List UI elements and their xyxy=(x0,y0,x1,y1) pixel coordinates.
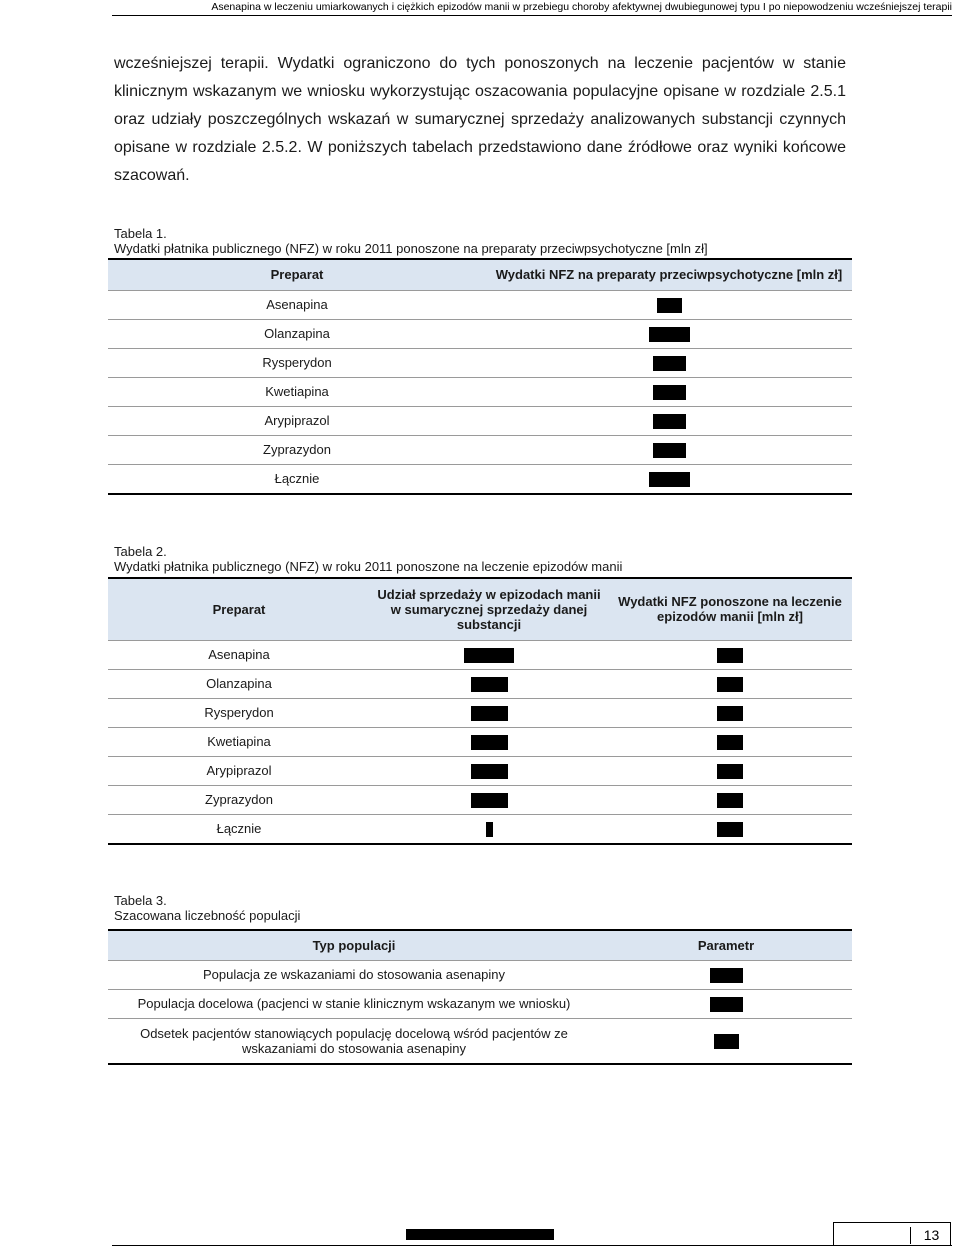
table2-value-cell xyxy=(608,727,852,756)
redacted-value xyxy=(717,648,743,663)
table-row xyxy=(108,960,852,989)
table2-value-cell xyxy=(608,698,852,727)
table-row xyxy=(108,464,852,494)
redacted-value xyxy=(714,1034,739,1049)
footer-rule xyxy=(112,1245,952,1246)
table1-value-cell xyxy=(486,406,852,435)
table3-population-type: Populacja docelowa (pacjenci w stanie klinicznym wskazanym we wniosku) xyxy=(108,989,600,1018)
table2-value-cell xyxy=(608,640,852,669)
table3-label: Tabela 3. xyxy=(114,893,167,908)
table-row xyxy=(108,989,852,1018)
table-row xyxy=(108,814,852,844)
redacted-value xyxy=(657,298,682,313)
table1-value-cell xyxy=(486,464,852,494)
table-row xyxy=(108,698,852,727)
table1-drug-name: Zyprazydon xyxy=(108,435,486,464)
redacted-value xyxy=(471,677,508,692)
table2-value-cell xyxy=(608,785,852,814)
table2-header-preparat: Preparat xyxy=(108,578,370,640)
redacted-value xyxy=(710,997,743,1012)
table3-value-cell xyxy=(600,1018,852,1064)
table2-drug-name: Rysperydon xyxy=(108,698,370,727)
table2-header-expenses: Wydatki NFZ ponoszone na leczenie epizodów manii [mln zł] xyxy=(608,578,852,640)
table-row xyxy=(108,1018,852,1064)
redacted-value xyxy=(653,356,686,371)
redacted-value xyxy=(710,968,743,983)
redacted-value xyxy=(717,764,743,779)
table2-share-cell xyxy=(370,727,608,756)
page-number: 13 xyxy=(910,1227,952,1244)
table1-drug-name: Asenapina xyxy=(108,290,486,319)
redacted-value xyxy=(717,735,743,750)
table2-value-cell xyxy=(608,756,852,785)
redacted-value xyxy=(653,385,686,400)
redacted-value xyxy=(649,472,690,487)
table2-share-cell xyxy=(370,756,608,785)
table2-value-cell xyxy=(608,669,852,698)
table1-label: Tabela 1. xyxy=(114,226,167,241)
table-row xyxy=(108,319,852,348)
table2-share-cell xyxy=(370,640,608,669)
table2-drug-name: Olanzapina xyxy=(108,669,370,698)
table2-share-cell xyxy=(370,669,608,698)
table1-value-cell xyxy=(486,377,852,406)
table-row xyxy=(108,727,852,756)
redacted-value xyxy=(717,822,743,837)
table3-title: Szacowana liczebność populacji xyxy=(114,908,301,923)
table-row xyxy=(108,377,852,406)
table1 xyxy=(108,258,852,495)
table1-value-cell xyxy=(486,435,852,464)
redacted-value xyxy=(464,648,514,663)
table3 xyxy=(108,929,852,1065)
table3-header-parameter: Parametr xyxy=(600,930,852,960)
table2-drug-name: Asenapina xyxy=(108,640,370,669)
table1-header-expenses: Wydatki NFZ na preparaty przeciwpsychotyczne [mln zł] xyxy=(486,259,852,290)
table3-population-type: Odsetek pacjentów stanowiących populację docelową wśród pacjentów ze wskazaniami do stosowania asenapiny xyxy=(108,1018,600,1064)
redacted-value xyxy=(717,677,743,692)
table1-drug-name: Łącznie xyxy=(108,464,486,494)
table-row xyxy=(108,435,852,464)
table-row xyxy=(108,669,852,698)
table-row xyxy=(108,756,852,785)
table2-header-share: Udział sprzedaży w epizodach manii w sumarycznej sprzedaży danej substancji xyxy=(370,578,608,640)
table2-title: Wydatki płatnika publicznego (NFZ) w roku 2011 ponoszone na leczenie epizodów manii xyxy=(114,559,623,574)
table1-drug-name: Rysperydon xyxy=(108,348,486,377)
redacted-value xyxy=(649,327,690,342)
table1-drug-name: Olanzapina xyxy=(108,319,486,348)
table2-caption xyxy=(114,544,622,574)
table-row xyxy=(108,290,852,319)
table2-share-cell xyxy=(370,785,608,814)
table2-share-cell xyxy=(370,814,608,844)
table2 xyxy=(108,577,852,845)
table3-caption xyxy=(114,893,300,923)
table3-value-cell xyxy=(600,960,852,989)
table-row xyxy=(108,785,852,814)
running-header: Asenapina w leczeniu umiarkowanych i ciężkich epizodów manii w przebiegu choroby afektywnej dwubiegunowej typu I po niepowodzeniu wcześniejszej terapii xyxy=(211,1,952,13)
redacted-value xyxy=(653,443,686,458)
table2-drug-name: Kwetiapina xyxy=(108,727,370,756)
redacted-value xyxy=(471,706,508,721)
table1-caption xyxy=(114,226,708,256)
table3-header-type: Typ populacji xyxy=(108,930,600,960)
table2-value-cell xyxy=(608,814,852,844)
header-rule xyxy=(112,15,952,16)
redacted-value xyxy=(717,793,743,808)
redacted-value xyxy=(653,414,686,429)
table2-drug-name: Łącznie xyxy=(108,814,370,844)
intro-paragraph: wcześniejszej terapii. Wydatki ograniczono do tych ponoszonych na leczenie pacjentów w stanie klinicznym wskazanym we wniosku wykorzystując oszacowania populacyjne opisane w rozdziale 2.5.1 oraz udziały poszczególnych wskazań w sumarycznej sprzedaży analizowanych substancji czynnych opisane w rozdziale 2.5.2. W poniższych tabelach przedstawiono dane źródłowe oraz wyniki końcowe szacowań. xyxy=(114,55,846,184)
table-row xyxy=(108,348,852,377)
footer-redaction-bar xyxy=(406,1229,554,1240)
table1-value-cell xyxy=(486,290,852,319)
table2-drug-name: Zyprazydon xyxy=(108,785,370,814)
table1-drug-name: Arypiprazol xyxy=(108,406,486,435)
table1-title: Wydatki płatnika publicznego (NFZ) w roku 2011 ponoszone na preparaty przeciwpsychotyczne [mln zł] xyxy=(114,241,708,256)
redacted-value xyxy=(486,822,493,837)
table1-value-cell xyxy=(486,319,852,348)
redacted-value xyxy=(717,706,743,721)
table3-population-type: Populacja ze wskazaniami do stosowania asenapiny xyxy=(108,960,600,989)
table-row xyxy=(108,640,852,669)
redacted-value xyxy=(471,735,508,750)
table1-value-cell xyxy=(486,348,852,377)
table3-value-cell xyxy=(600,989,852,1018)
table2-share-cell xyxy=(370,698,608,727)
table1-header-preparat: Preparat xyxy=(108,259,486,290)
redacted-value xyxy=(471,764,508,779)
table1-drug-name: Kwetiapina xyxy=(108,377,486,406)
table-row xyxy=(108,406,852,435)
table2-label: Tabela 2. xyxy=(114,544,167,559)
redacted-value xyxy=(471,793,508,808)
table2-drug-name: Arypiprazol xyxy=(108,756,370,785)
